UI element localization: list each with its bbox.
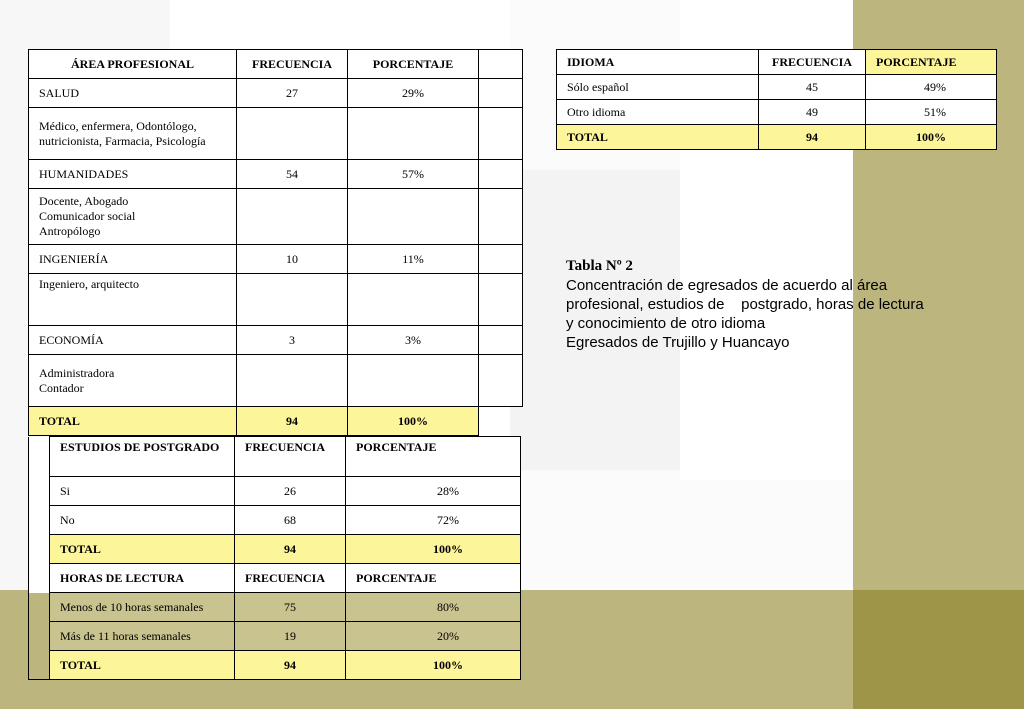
total-freq: 94 (235, 535, 346, 564)
freq-cell: 3 (237, 326, 348, 355)
empty-cell (29, 437, 50, 477)
pct-cell: 20% (346, 622, 521, 651)
empty-cell (479, 189, 523, 245)
table-header-row (29, 437, 521, 477)
freq-cell: 19 (235, 622, 346, 651)
table-row (29, 326, 523, 355)
table-header-row (29, 50, 523, 79)
empty-cell (479, 50, 523, 79)
table-row (29, 355, 523, 407)
caption-line: profesional, estudios de postgrado, horas de lectura (566, 296, 924, 313)
pct-cell (348, 189, 479, 245)
area-detail-cell: Administradora Contador (29, 355, 237, 407)
table-caption (566, 257, 956, 352)
pct-cell: 51% (866, 100, 997, 125)
caption-line: Egresados de Trujillo y Huancayo (566, 334, 790, 351)
pct-cell: 72% (346, 506, 521, 535)
table-row (29, 477, 521, 506)
pct-cell (348, 108, 479, 160)
header-frecuencia: FRECUENCIA (235, 437, 346, 477)
freq-cell (237, 274, 348, 326)
area-detail-cell: Médico, enfermera, Odontólogo, nutricionista, Farmacia, Psicología (29, 108, 237, 160)
freq-cell (237, 355, 348, 407)
area-profesional-table (28, 49, 523, 436)
freq-cell (237, 189, 348, 245)
horas-label: Más de 11 horas semanales (50, 622, 235, 651)
total-freq: 94 (235, 651, 346, 680)
area-detail-cell: Docente, Abogado Comunicador social Antropólogo (29, 189, 237, 245)
area-cell: SALUD (29, 79, 237, 108)
empty-cell (479, 108, 523, 160)
table-row (557, 100, 997, 125)
freq-cell: 54 (237, 160, 348, 189)
idioma-table (556, 49, 997, 150)
idioma-label: Sólo español (557, 75, 759, 100)
freq-cell: 75 (235, 593, 346, 622)
horas-label: Menos de 10 horas semanales (50, 593, 235, 622)
pct-cell: 29% (348, 79, 479, 108)
total-label: TOTAL (50, 535, 235, 564)
empty-cell (29, 564, 50, 593)
table-row (29, 79, 523, 108)
pct-cell: 57% (348, 160, 479, 189)
freq-cell: 68 (235, 506, 346, 535)
postgrado-label: No (50, 506, 235, 535)
header-porcentaje: PORCENTAJE (866, 50, 997, 75)
total-label: TOTAL (50, 651, 235, 680)
total-row (557, 125, 997, 150)
caption-title: Tabla Nº 2 (566, 258, 633, 274)
freq-cell: 49 (759, 100, 866, 125)
postgrado-horas-table (28, 436, 521, 680)
header-postgrado: ESTUDIOS DE POSTGRADO (50, 437, 235, 477)
caption-line: y conocimiento de otro idioma (566, 315, 766, 332)
empty-cell (29, 506, 50, 535)
empty-cell (479, 355, 523, 407)
table-row (29, 622, 521, 651)
total-label: TOTAL (29, 407, 237, 436)
empty-cell (29, 535, 50, 564)
total-freq: 94 (237, 407, 348, 436)
header-idioma: IDIOMA (557, 50, 759, 75)
pct-cell (348, 355, 479, 407)
freq-cell: 27 (237, 79, 348, 108)
table-header-row (557, 50, 997, 75)
empty-cell (479, 245, 523, 274)
freq-cell (237, 108, 348, 160)
header-porcentaje: PORCENTAJE (348, 50, 479, 79)
pct-cell: 28% (346, 477, 521, 506)
caption-line: Concentración de egresados de acuerdo al área (566, 277, 888, 294)
table-row (29, 108, 523, 160)
table-row (29, 189, 523, 245)
table-row (29, 274, 523, 326)
header-porcentaje: PORCENTAJE (346, 437, 521, 477)
total-freq: 94 (759, 125, 866, 150)
table-row (29, 593, 521, 622)
table-row (29, 506, 521, 535)
empty-cell (29, 477, 50, 506)
empty-cell (29, 622, 50, 651)
empty-cell (29, 593, 50, 622)
table-row (557, 75, 997, 100)
pct-cell: 3% (348, 326, 479, 355)
table-row (29, 245, 523, 274)
pct-cell (348, 274, 479, 326)
table-row (29, 160, 523, 189)
olive-corner-block (853, 590, 1024, 709)
freq-cell: 10 (237, 245, 348, 274)
postgrado-label: Si (50, 477, 235, 506)
header-area: ÁREA PROFESIONAL (29, 50, 237, 79)
area-cell: HUMANIDADES (29, 160, 237, 189)
header-porcentaje: PORCENTAJE (346, 564, 521, 593)
freq-cell: 45 (759, 75, 866, 100)
empty-cell (29, 651, 50, 680)
header-frecuencia: FRECUENCIA (237, 50, 348, 79)
total-row (29, 651, 521, 680)
total-pct: 100% (346, 535, 521, 564)
empty-cell (479, 160, 523, 189)
total-pct: 100% (348, 407, 479, 436)
header-frecuencia: FRECUENCIA (235, 564, 346, 593)
idioma-label: Otro idioma (557, 100, 759, 125)
empty-cell (479, 79, 523, 108)
empty-cell (479, 407, 523, 436)
pct-cell: 11% (348, 245, 479, 274)
pct-cell: 80% (346, 593, 521, 622)
total-row (29, 407, 523, 436)
empty-cell (479, 326, 523, 355)
area-detail-cell: Ingeniero, arquitecto (29, 274, 237, 326)
header-frecuencia: FRECUENCIA (759, 50, 866, 75)
freq-cell: 26 (235, 477, 346, 506)
total-pct: 100% (866, 125, 997, 150)
total-row (29, 535, 521, 564)
pct-cell: 49% (866, 75, 997, 100)
area-cell: ECONOMÍA (29, 326, 237, 355)
table-header-row (29, 564, 521, 593)
header-horas: HORAS DE LECTURA (50, 564, 235, 593)
total-label: TOTAL (557, 125, 759, 150)
total-pct: 100% (346, 651, 521, 680)
empty-cell (479, 274, 523, 326)
area-cell: INGENIERÍA (29, 245, 237, 274)
